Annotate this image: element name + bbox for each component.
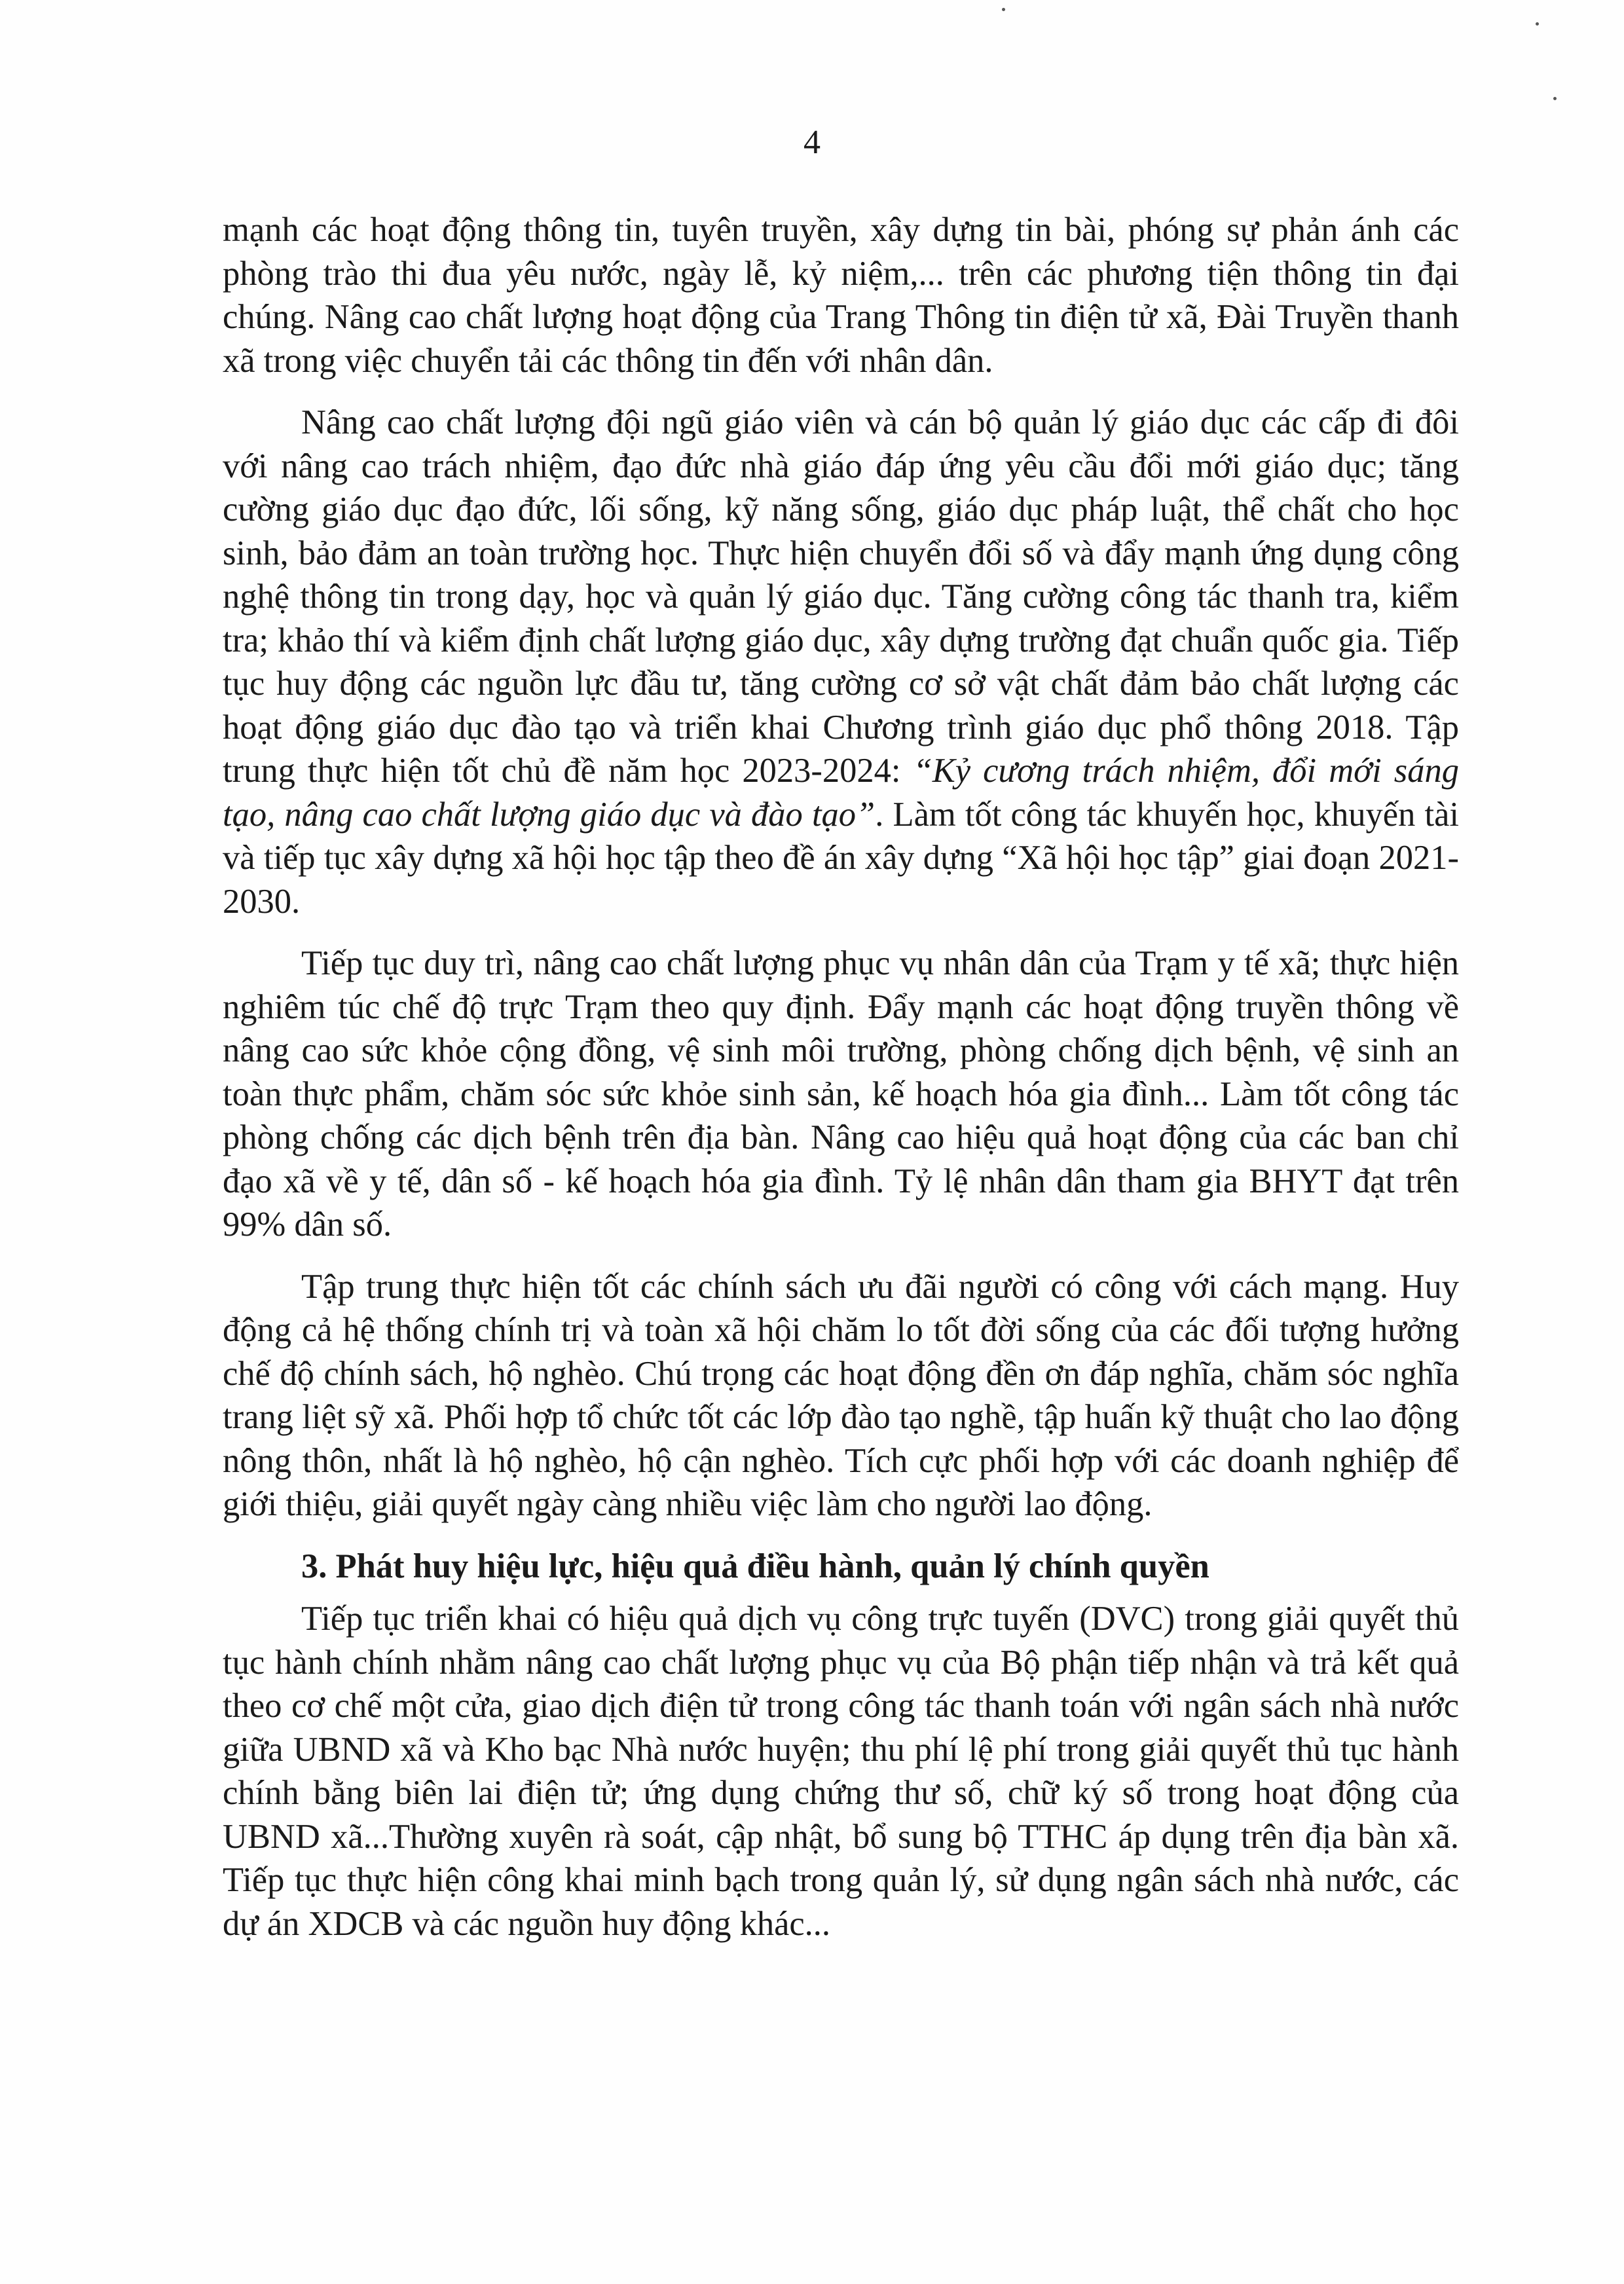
paragraph-social-policy: Tập trung thực hiện tốt các chính sách ưu đãi người có công với cách mạng. Huy động cả hệ thống chính trị và toàn xã hội chăm lo tốt đời sống của các đối tượng hưởng chế độ chính sách, hộ nghèo. Chú trọng các hoạt động đền ơn đáp nghĩa, chăm sóc nghĩa trang liệt sỹ xã. Phối hợp tổ chức tốt các lớp đào tạo nghề, tập huấn kỹ thuật cho lao động nông thôn, nhất là hộ nghèo, hộ cận nghèo. Tích cực phối hợp với các doanh nghiệp để giới thiệu, giải quyết ngày càng nhiều việc làm cho người lao động. (223, 1267, 1459, 1523)
scan-speck (1536, 22, 1539, 26)
paragraph-health: Tiếp tục duy trì, nâng cao chất lượng phục vụ nhân dân của Trạm y tế xã; thực hiện nghiêm túc chế độ trực Trạm theo quy định. Đẩy mạnh các hoạt động truyền thông về nâng cao sức khỏe cộng đồng, vệ sinh môi trường, phòng chống dịch bệnh, vệ sinh an toàn thực phẩm, chăm sóc sức khỏe sinh sản, kế hoạch hóa gia đình... Làm tốt công tác phòng chống các dịch bệnh trên địa bàn. Nâng cao hiệu quả hoạt động của các ban chỉ đạo xã về y tế, dân số - kế hoạch hóa gia đình. Tỷ lệ nhân dân tham gia BHYT đạt trên 99% dân số. (223, 944, 1459, 1243)
education-theme-quote: “Kỷ cương trách nhiệm, đổi mới sáng tạo, nâng cao chất lượng giáo dục và đào tạo” (223, 752, 1459, 834)
page-number: 4 (803, 124, 821, 161)
paragraph-education-text: Nâng cao chất lượng đội ngũ giáo viên và cán bộ quản lý giáo dục các cấp đi đôi với nâng cao trách nhiệm, đạo đức nhà giáo đáp ứng yêu cầu đổi mới giáo dục; tăng cường giáo dục đạo đức, lối sống, kỹ năng sống, giáo dục pháp luật, thể chất cho học sinh, bảo đảm an toàn trường học. Thực hiện chuyển đổi số và đẩy mạnh ứng dụng công nghệ thông tin trong dạy, học và quản lý giáo dục. Tăng cường công tác thanh tra, kiểm tra; khảo thí và kiểm định chất lượng giáo dục, xây dựng trường đạt chuẩn quốc gia. Tiếp tục huy động các nguồn lực đầu tư, tăng cường cơ sở vật chất đảm bảo chất lượng các hoạt động giáo dục đào tạo và triển khai Chương trình giáo dục phổ thông 2018. Tập trung thực hiện tốt chủ đề năm học 2023-2024: (223, 403, 1459, 790)
paragraph-education (223, 401, 1459, 923)
document-body (223, 208, 1459, 1964)
scan-speck (1002, 8, 1005, 11)
section-heading: 3. Phát huy hiệu lực, hiệu quả điều hành, quản lý chính quyền (301, 1547, 1209, 1585)
scan-speck (1553, 97, 1557, 100)
paragraph-administration: Tiếp tục triển khai có hiệu quả dịch vụ công trực tuyến (DVC) trong giải quyết thủ tục hành chính nhằm nâng cao chất lượng phục vụ của Bộ phận tiếp nhận và trả kết quả theo cơ chế một cửa, giao dịch điện tử trong công tác thanh toán với ngân sách nhà nước giữa UBND xã và Kho bạc Nhà nước huyện; thu phí lệ phí trong giải quyết thủ tục hành chính bằng biên lai điện tử; ứng dụng chứng thư số, chữ ký số trong hoạt động của UBND xã...Thường xuyên rà soát, cập nhật, bổ sung bộ TTHC áp dụng trên địa bàn xã. Tiếp tục thực hiện công khai minh bạch trong quản lý, sử dụng ngân sách nhà nước, các dự án XDCB và các nguồn huy động khác... (223, 1600, 1459, 1943)
paragraph-education-text-end: . Làm tốt công tác khuyến học, khuyến tài và tiếp tục xây dựng xã hội học tập theo đề án xây dựng “Xã hội học tập” giai đoạn 2021-2030. (223, 795, 1459, 921)
paragraph-media: mạnh các hoạt động thông tin, tuyên truyền, xây dựng tin bài, phóng sự phản ánh các phòng trào thi đua yêu nước, ngày lễ, kỷ niệm,... trên các phương tiện thông tin đại chúng. Nâng cao chất lượng hoạt động của Trang Thông tin điện tử xã, Đài Truyền thanh xã trong việc chuyển tải các thông tin đến với nhân dân. (223, 211, 1459, 380)
